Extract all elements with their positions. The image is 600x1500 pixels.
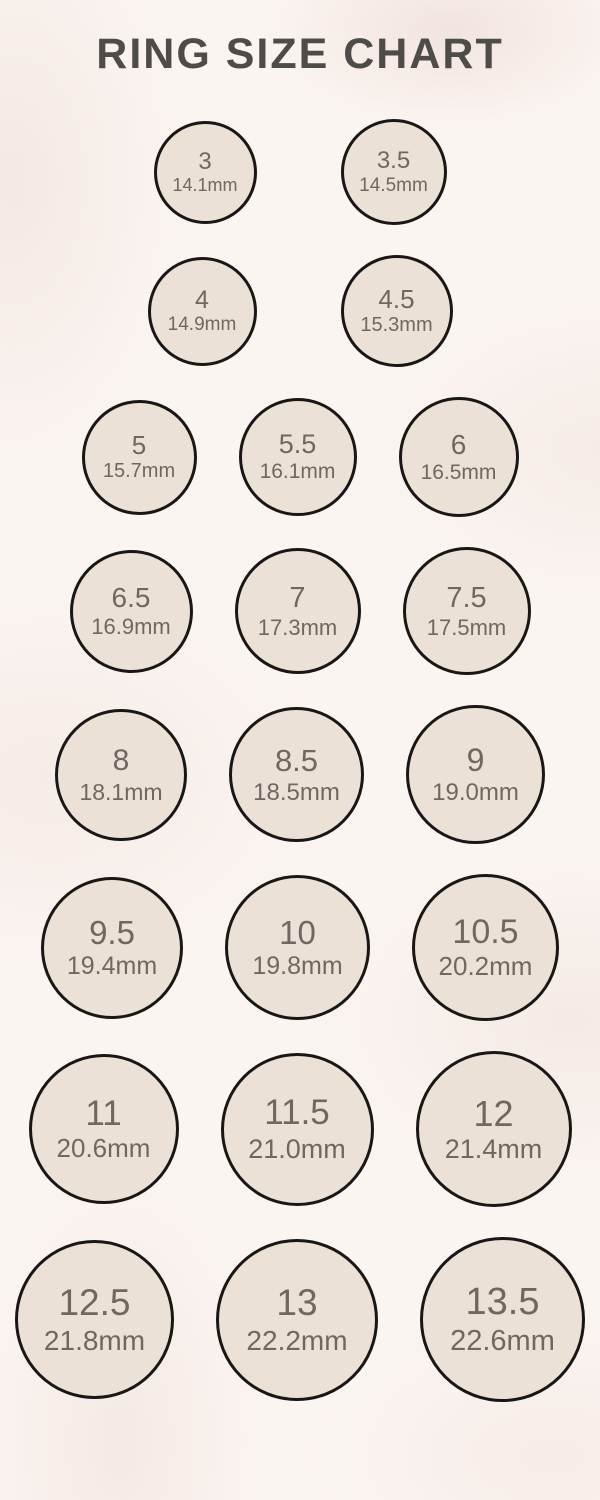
ring-row <box>148 255 453 367</box>
ring-size-circle <box>154 121 257 224</box>
ring-diameter-label: 16.1mm <box>259 460 336 484</box>
ring-size-circle <box>399 397 519 517</box>
ring-diameter-label: 22.2mm <box>246 1324 348 1356</box>
page-title: RING SIZE CHART <box>96 30 504 78</box>
ring-size-label: 11 <box>85 1093 122 1133</box>
ring-diameter-label: 16.9mm <box>91 614 171 640</box>
ring-diameter-label: 14.5mm <box>359 174 428 196</box>
ring-row <box>55 705 545 844</box>
ring-diameter-label: 16.5mm <box>420 461 497 485</box>
ring-size-label: 13 <box>276 1282 318 1324</box>
ring-size-label: 4.5 <box>378 283 415 314</box>
ring-size-label: 11.5 <box>264 1093 330 1133</box>
ring-size-circle <box>70 550 193 673</box>
ring-size-label: 4 <box>195 285 209 314</box>
ring-size-label: 6.5 <box>111 582 151 614</box>
ring-size-label: 7 <box>289 581 306 614</box>
ring-size-circle <box>216 1239 378 1401</box>
ring-size-circle <box>41 877 183 1019</box>
ring-diameter-label: 17.3mm <box>257 615 338 641</box>
ring-size-circle <box>29 1054 179 1204</box>
ring-diameter-label: 18.5mm <box>253 778 340 806</box>
ring-size-label: 10 <box>279 914 316 952</box>
ring-size-circle <box>239 398 357 516</box>
ring-size-circle <box>412 874 559 1021</box>
ring-row <box>15 1237 585 1402</box>
ring-diameter-label: 15.3mm <box>360 314 433 337</box>
ring-size-circle <box>341 255 453 367</box>
ring-diameter-label: 21.4mm <box>444 1134 543 1165</box>
ring-size-circle <box>235 548 361 674</box>
ring-size-label: 10.5 <box>452 913 519 951</box>
ring-size-label: 3.5 <box>376 147 411 175</box>
ring-size-label: 5.5 <box>278 429 317 460</box>
ring-size-circle <box>416 1051 572 1207</box>
ring-size-label: 5 <box>131 429 147 460</box>
ring-row <box>82 397 519 517</box>
ring-size-circle <box>420 1237 585 1402</box>
ring-row <box>70 547 531 675</box>
ring-diameter-label: 14.1mm <box>172 175 238 196</box>
ring-size-label: 12 <box>473 1092 514 1134</box>
ring-diameter-label: 14.9mm <box>167 314 237 336</box>
ring-size-circle <box>148 257 257 366</box>
ring-diameter-label: 21.0mm <box>248 1133 346 1164</box>
ring-size-label: 9 <box>466 742 485 779</box>
ring-size-circle <box>406 705 545 844</box>
ring-size-label: 7.5 <box>446 581 487 614</box>
ring-diameter-label: 18.1mm <box>79 778 163 805</box>
ring-diameter-label: 20.2mm <box>438 951 533 982</box>
ring-size-circle <box>341 119 447 225</box>
ring-size-label: 13.5 <box>465 1280 540 1323</box>
ring-diameter-label: 21.8mm <box>43 1324 146 1356</box>
ring-size-label: 8 <box>112 744 130 778</box>
ring-size-circle <box>225 875 370 1020</box>
ring-size-circle <box>403 547 531 675</box>
ring-diameter-label: 19.8mm <box>252 952 343 981</box>
ring-diameter-label: 19.0mm <box>432 779 519 807</box>
ring-size-circle <box>55 709 187 841</box>
ring-size-circle <box>221 1053 374 1206</box>
ring-diameter-label: 17.5mm <box>426 615 507 641</box>
ring-diameter-label: 20.6mm <box>56 1133 151 1164</box>
ring-size-label: 6 <box>450 428 467 460</box>
ring-row <box>29 1051 572 1207</box>
ring-row <box>41 874 559 1021</box>
ring-diameter-label: 22.6mm <box>450 1324 555 1357</box>
ring-diameter-label: 15.7mm <box>102 460 176 483</box>
ring-size-label: 8.5 <box>274 742 319 778</box>
ring-size-circle <box>229 707 364 842</box>
ring-size-label: 3 <box>198 147 212 175</box>
ring-size-circle <box>82 400 197 515</box>
ring-size-circle <box>15 1240 174 1399</box>
ring-diameter-label: 19.4mm <box>66 952 158 981</box>
ring-size-label: 9.5 <box>89 914 135 952</box>
ring-size-label: 12.5 <box>58 1282 131 1324</box>
ring-size-chart <box>0 119 600 1402</box>
ring-row <box>154 119 447 225</box>
